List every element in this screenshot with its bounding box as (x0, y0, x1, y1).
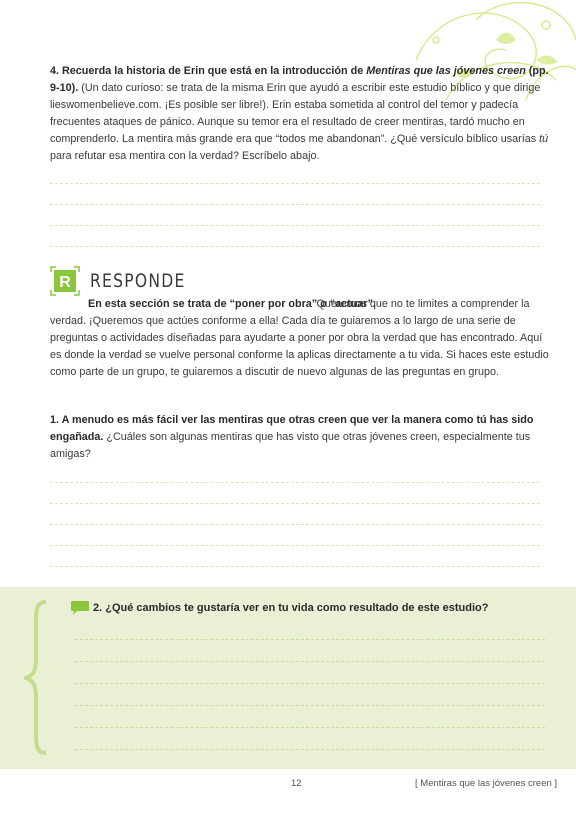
answer-lines-q2[interactable] (75, 618, 545, 750)
footer-book-title: [ Mentiras que las jóvenes creen ] (415, 778, 558, 789)
question-4-heading: 4. Recuerda la historia de Erin que está en la introducción de Mentiras que las jóvenes creen (50, 65, 526, 77)
question-4-body: (Un dato curioso: se trata de la misma Erin que ayudó a escribir este estudio bíblico y que dirige lieswomenbelieve.com. ¡Es posible ser libre!). Erin estaba sometida al control del temor y padecía frecuentes ataques de pánico. Aunque su temor era el resultado de creer mentiras, tardó mucho en comprenderlo. La mentira más grande era que “todos me abandonan”. ¿Qué versículo bíblico usarías tú para refutar esa mentira con la verdad? Escríbelo abajo. (50, 82, 549, 162)
speech-bubble-icon (70, 600, 90, 616)
answer-lines-q4[interactable] (50, 163, 540, 247)
question-2-row (70, 600, 489, 616)
svg-text:R: R (59, 274, 71, 291)
page-number: 12 (291, 778, 302, 789)
answer-lines-q1[interactable] (50, 462, 540, 567)
r-badge-icon (50, 266, 80, 296)
brace-icon (24, 600, 50, 755)
question-1: 1. A menudo es más fácil ver las mentiras que otras creen que ver la manera como tú has sido engañada. ¿Cuáles son algunas mentiras que has visto que otras jóvenes creen, especialmente tus amigas? (50, 414, 534, 460)
responde-intro: En esta sección se trata de “poner por obra” o “actuar”. Queremos que no te limites a comprender la verdad. ¡Queremos que actúes conforme a ella! Cada día te guiaremos a lo largo de una serie de preguntas o actividades diseñadas para ayudarte a poner por obra la verdad que has encontrado. Aquí es donde la verdad se vuelve personal conforme la aplicas directamente a tu vida. Si haces este estudio como parte de un grupo, te guiaremos a discutir de nuevo algunas de las preguntas en grupo. (50, 298, 549, 378)
responde-header (50, 264, 207, 298)
question-4-pages: (pp. 9-10). (50, 65, 549, 94)
question-4 (50, 63, 550, 165)
responde-title: RESPONDE (90, 270, 186, 292)
question-2-text: 2. ¿Qué cambios te gustaría ver en tu vida como resultado de este estudio? (93, 602, 489, 614)
